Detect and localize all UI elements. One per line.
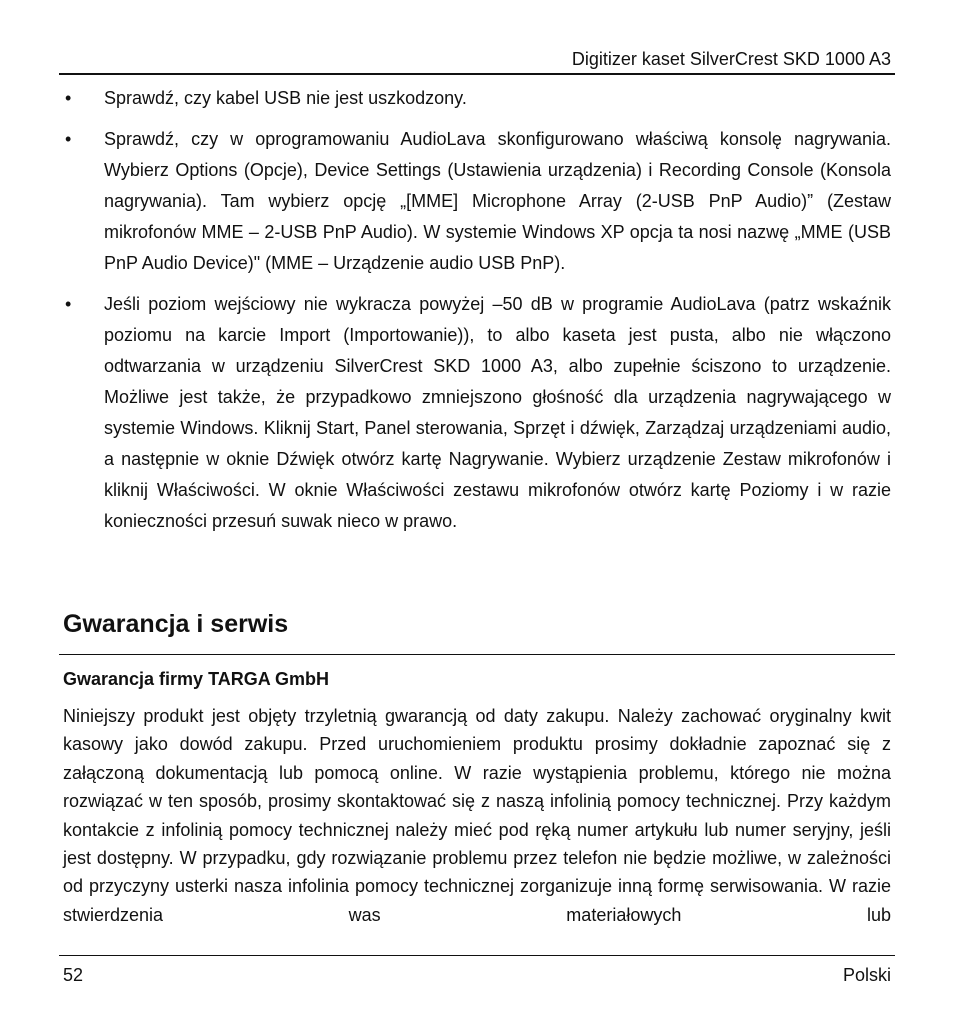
sub-heading: Gwarancja firmy TARGA GmbH — [63, 669, 330, 689]
section-heading: Gwarancja i serwis — [63, 610, 289, 638]
list-item — [63, 124, 891, 279]
list-item-text: Sprawdź, czy w oprogramowaniu AudioLava skonfigurowano właściwą konsolę nagrywania. Wybierz Options (Opcje), Device Settings (Ustawienia urządzenia) i Recording Console (Konsola nagrywania). Tam wybierz opcję „[MME] Microphone Array (2-USB PnP Audio)” (Zestaw mikrofonów MME – 2-USB PnP Audio). W systemie Windows XP opcja ta nosi nazwę „MME (USB PnP Audio Device)" (MME – Urządzenie audio USB PnP). — [104, 129, 891, 273]
bullet-icon: • — [65, 294, 72, 314]
warranty-paragraph: Niniejszy produkt jest objęty trzyletnią gwarancją od daty zakupu. Należy zachować oryginalny kwit kasowy jako dowód zakupu. Przed uruchomieniem produktu prosimy dokładnie zapoznać się z załączoną dokumentacją lub pomocą online. W razie wystąpienia problemu, którego nie można rozwiązać w ten sposób, prosimy skontaktować się z naszą infolinią pomocy technicznej. Przy każdym kontakcie z infolinią pomocy technicznej należy mieć pod ręką numer artykułu lub numer seryjny, jeśli jest dostępny. W przypadku, gdy rozwiązanie problemu przez telefon nie będzie możliwe, w zależności od przyczyny usterki nasza infolinia pomocy technicznej zorganizuje inną formę serwisowania. W razie stwierdzenia was materiałowych lub — [63, 706, 891, 925]
list-item — [63, 289, 891, 537]
list-item — [63, 83, 891, 114]
list-item-text: Sprawdź, czy kabel USB nie jest uszkodzony. — [104, 88, 467, 108]
footer-language: Polski — [842, 965, 891, 985]
section-rule — [59, 654, 895, 655]
bullet-icon: • — [65, 129, 72, 149]
footer-rule — [59, 955, 895, 956]
running-header: Digitizer kaset SilverCrest SKD 1000 A3 — [571, 49, 891, 69]
page-number: 52 — [63, 965, 84, 985]
header-rule — [59, 73, 895, 75]
list-item-text: Jeśli poziom wejściowy nie wykracza powyżej –50 dB w programie AudioLava (patrz wskaźnik poziomu na karcie Import (Importowanie)), to albo kaseta jest pusta, albo nie włączono odtwarzania w urządzeniu SilverCrest SKD 1000 A3, albo zupełnie ściszono to urządzenie. Możliwe jest także, że przypadkowo zmniejszono głośność dla urządzenia nagrywającego w systemie Windows. Kliknij Start, Panel sterowania, Sprzęt i dźwięk, Zarządzaj urządzeniami audio, a następnie w oknie Dźwięk otwórz kartę Nagrywanie. Wybierz urządzenie Zestaw mikrofonów i kliknij Właściwości. W oknie Właściwości zestawu mikrofonów otwórz kartę Poziomy i w razie konieczności przesuń suwak nieco w prawo. — [104, 294, 891, 531]
bullet-icon: • — [65, 88, 72, 108]
troubleshooting-list — [63, 83, 891, 547]
